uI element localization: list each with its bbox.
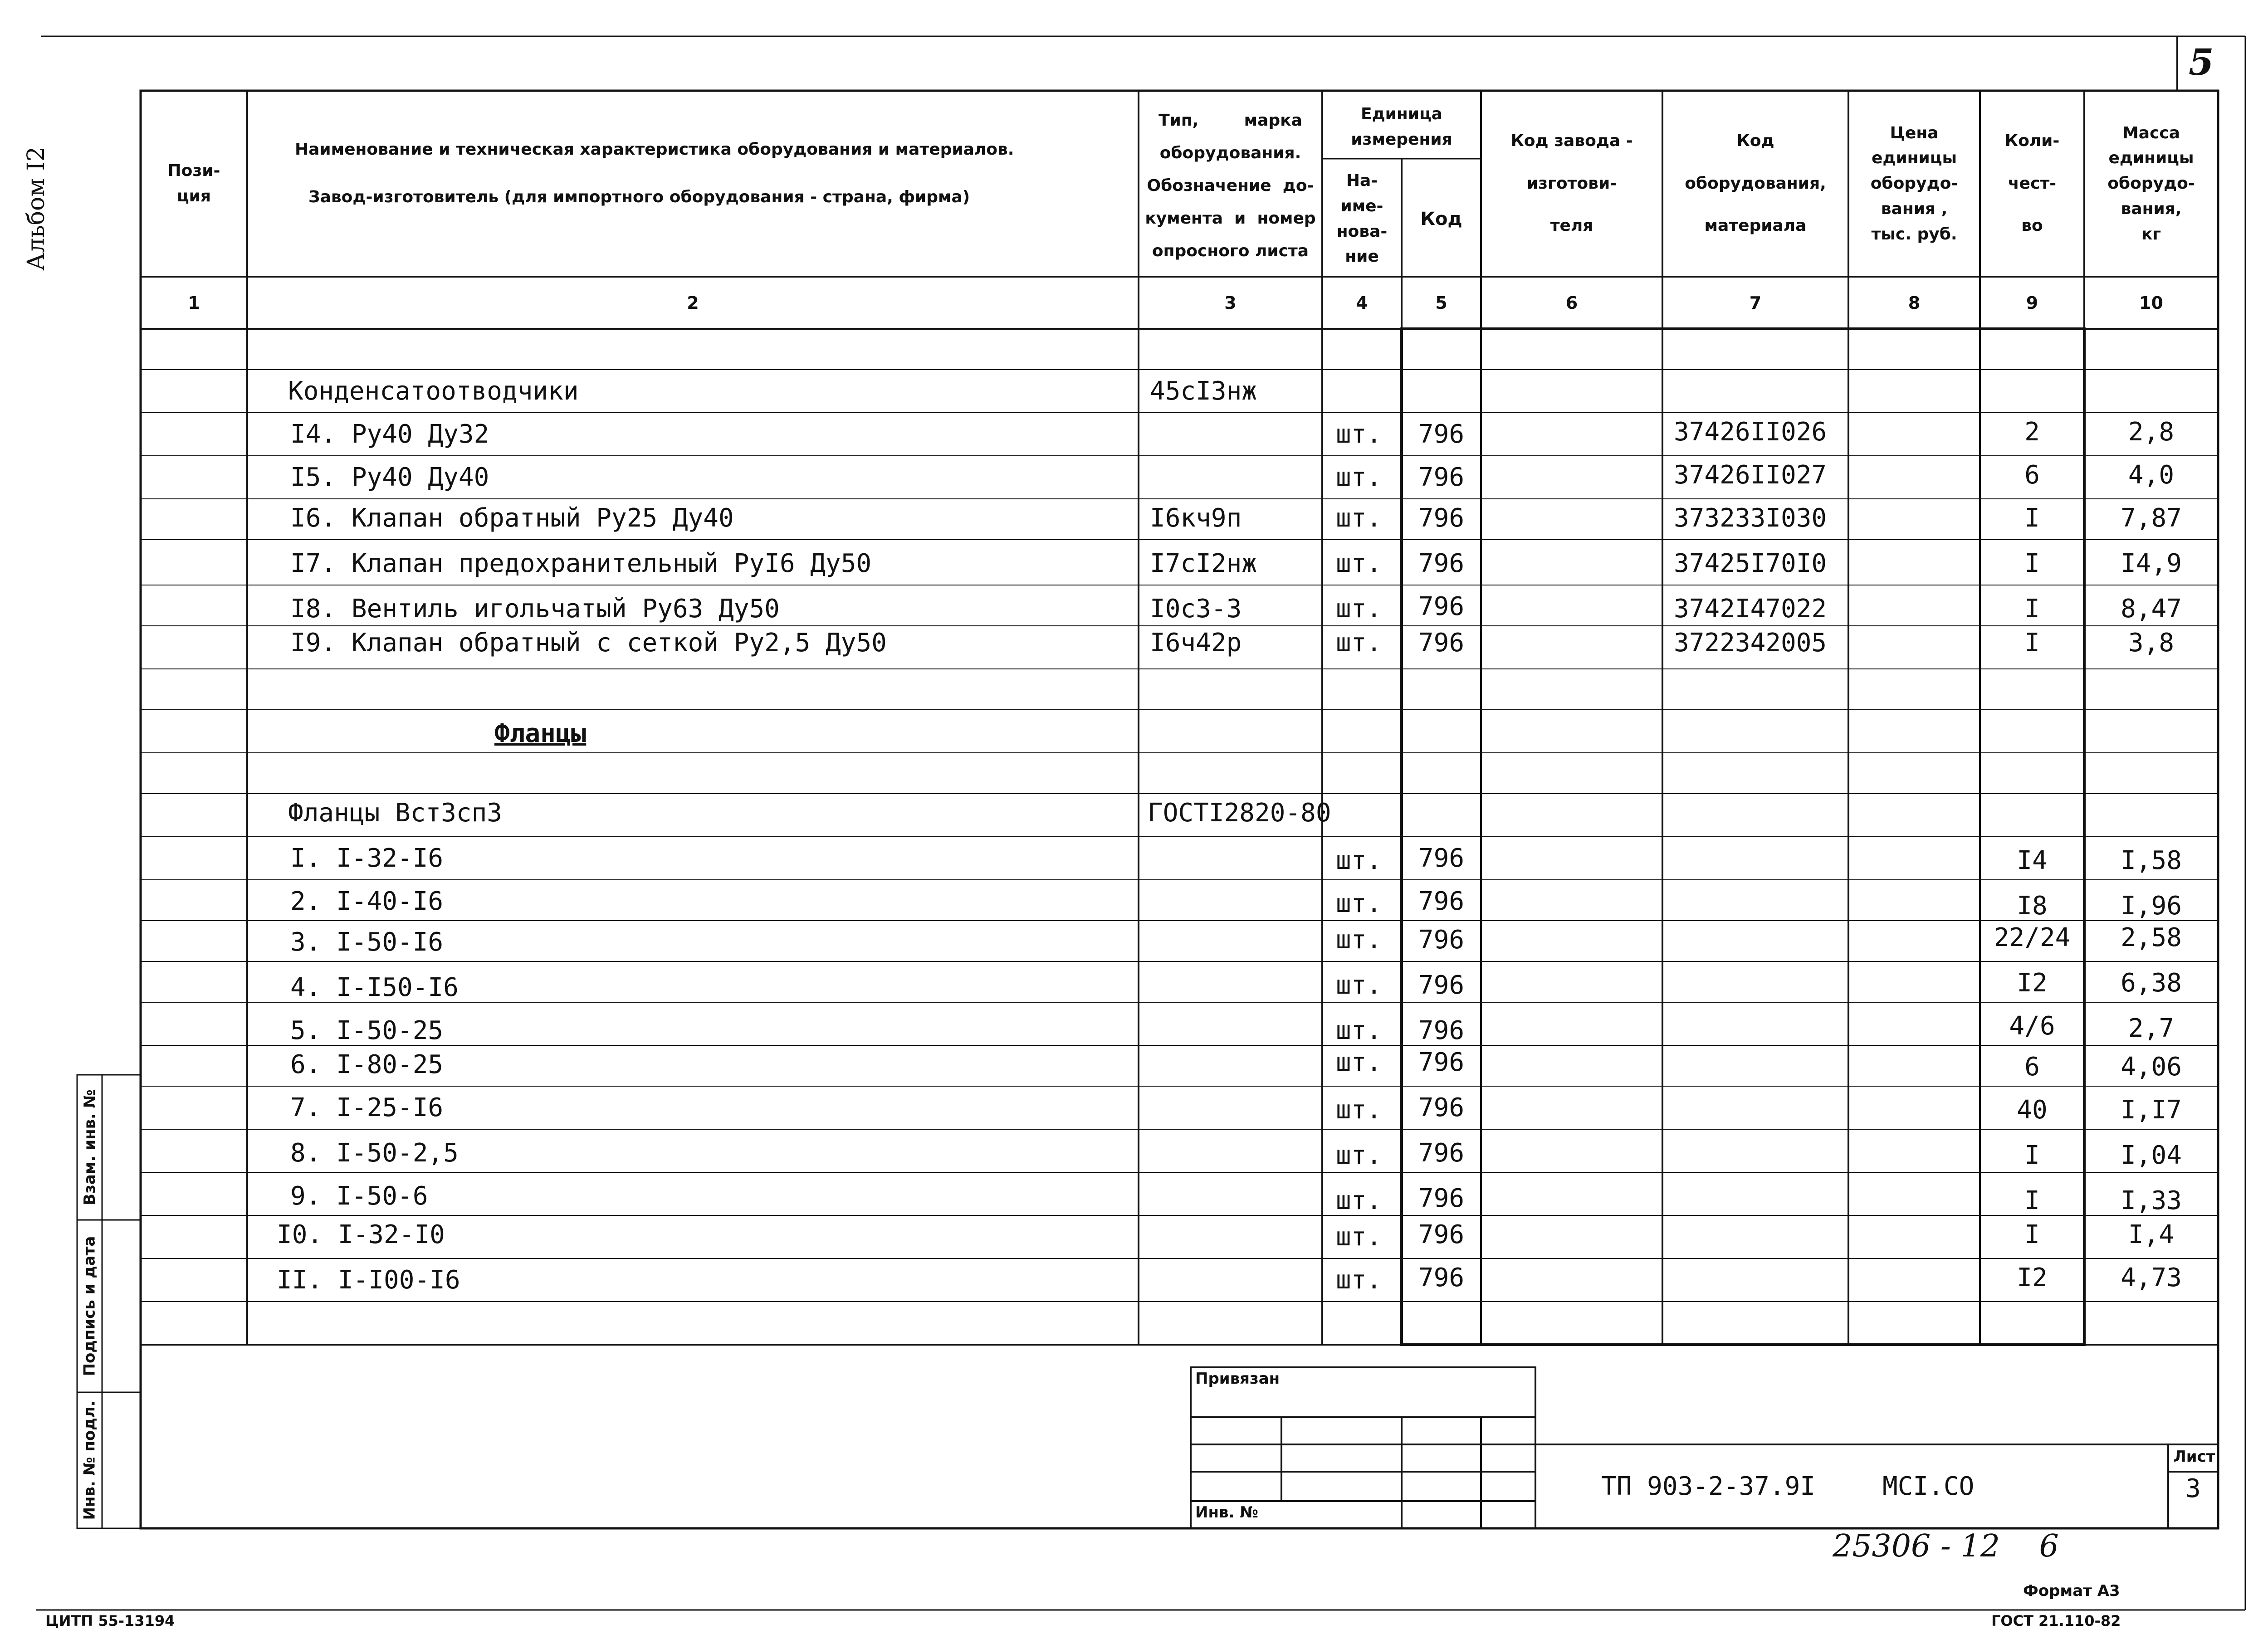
unit-cell: шт. bbox=[1336, 1265, 1382, 1295]
unit-code-cell: 796 bbox=[1418, 1048, 1465, 1077]
item-name: 2. I-40-I6 bbox=[290, 887, 444, 916]
unit-cell: шт. bbox=[1336, 889, 1382, 918]
unit-code-cell: 796 bbox=[1418, 592, 1465, 621]
item-name: 6. I-80-25 bbox=[290, 1050, 444, 1079]
bound-label: Привязан bbox=[1195, 1370, 1280, 1388]
format-label: Формат А3 bbox=[2023, 1582, 2120, 1600]
item-name: I4. Ру40 Ду32 bbox=[290, 419, 489, 449]
unit-cell: шт. bbox=[1336, 503, 1382, 533]
unit-code-cell: 796 bbox=[1418, 925, 1465, 955]
section-title: Конденсатоотводчики bbox=[288, 376, 579, 406]
item-name: I5. Ру40 Ду40 bbox=[290, 463, 489, 492]
header-unit-name: На- име- нова- ние bbox=[1336, 171, 1388, 266]
item-name: II. I-I00-I6 bbox=[277, 1265, 460, 1295]
unit-code-cell: 796 bbox=[1418, 1220, 1465, 1249]
quantity-cell: I8 bbox=[2017, 891, 2048, 921]
doc-mark: МСI.СО bbox=[1882, 1472, 1975, 1501]
mass-cell: 3,8 bbox=[2128, 628, 2175, 658]
column-number: 9 bbox=[2026, 293, 2038, 313]
unit-cell: шт. bbox=[1336, 419, 1382, 449]
quantity-cell: 6 bbox=[2024, 460, 2040, 490]
equipment-code-cell: 3742I47022 bbox=[1674, 594, 1827, 624]
footer-right-code: ГОСТ 21.110-82 bbox=[1991, 1612, 2121, 1629]
stamp-replace-inv bbox=[77, 1075, 102, 1220]
unit-cell: шт. bbox=[1336, 594, 1382, 624]
quantity-cell: 2 bbox=[2024, 417, 2040, 447]
mass-cell: I,I7 bbox=[2121, 1095, 2182, 1125]
item-name: 9. I-50-6 bbox=[290, 1181, 428, 1211]
header-equipment-code: Код оборудования, материала bbox=[1685, 132, 1826, 235]
unit-code-cell: 796 bbox=[1418, 1138, 1465, 1168]
item-name: I7. Клапан предохранительный РуI6 Ду50 bbox=[290, 549, 872, 578]
item-name: I6. Клапан обратный Ру25 Ду40 bbox=[290, 503, 734, 533]
equipment-code-cell: 37426II026 bbox=[1674, 417, 1827, 447]
unit-code-cell: 796 bbox=[1418, 1184, 1465, 1213]
item-name: 4. I-I50-I6 bbox=[290, 973, 459, 1002]
header-factory-code: Код завода - изготови- теля bbox=[1510, 132, 1633, 235]
mass-cell: 4,73 bbox=[2121, 1263, 2182, 1293]
header-quantity: Коли- чест- во bbox=[2004, 132, 2060, 235]
unit-cell: шт. bbox=[1336, 463, 1382, 492]
quantity-cell: I bbox=[2024, 503, 2040, 533]
mass-cell: I,58 bbox=[2121, 846, 2182, 875]
column-number: 3 bbox=[1224, 293, 1237, 313]
stamp-replace-inv-label: Взам. инв. № bbox=[80, 1089, 99, 1205]
type-cell: ГОСТI2820-80 bbox=[1148, 798, 1331, 828]
item-name: I. I-32-I6 bbox=[290, 844, 444, 873]
stamp-original-inv bbox=[77, 1392, 102, 1528]
unit-code-cell: 796 bbox=[1418, 1093, 1465, 1122]
handwritten-number: 25306 - 12 6 bbox=[1833, 1528, 2059, 1564]
album-label: Альбом I2 bbox=[23, 146, 50, 271]
unit-cell: шт. bbox=[1336, 1048, 1382, 1077]
quantity-cell: I2 bbox=[2017, 968, 2048, 998]
mass-cell: I,33 bbox=[2121, 1186, 2182, 1215]
column-number: 10 bbox=[2139, 293, 2163, 313]
quantity-cell: I2 bbox=[2017, 1263, 2048, 1293]
mass-cell: 2,8 bbox=[2128, 417, 2175, 447]
item-name: 7. I-25-I6 bbox=[290, 1093, 444, 1122]
mass-cell: 2,58 bbox=[2121, 923, 2182, 952]
mass-cell: I,96 bbox=[2121, 891, 2182, 921]
quantity-cell: I bbox=[2024, 549, 2040, 578]
footer-left-code: ЦИТП 55-13194 bbox=[45, 1612, 175, 1629]
sheet-number: 3 bbox=[2185, 1474, 2201, 1503]
unit-code-cell: 796 bbox=[1418, 1016, 1465, 1045]
section-title: Фланцы Вст3сп3 bbox=[288, 798, 503, 828]
item-name: 8. I-50-2,5 bbox=[290, 1138, 459, 1168]
unit-cell: шт. bbox=[1336, 1222, 1382, 1252]
unit-cell: шт. bbox=[1336, 1016, 1382, 1045]
unit-code-cell: 796 bbox=[1418, 419, 1465, 449]
equipment-code-cell: 37425I70I0 bbox=[1674, 549, 1827, 578]
unit-cell: шт. bbox=[1336, 971, 1382, 1000]
header-name-line2: Завод-изготовитель (для импортного оборудования - страна, фирма) bbox=[308, 188, 970, 207]
unit-code-cell: 796 bbox=[1418, 971, 1465, 1000]
header-price: Цена единицы оборудо- вания , тыс. руб. bbox=[1870, 123, 1958, 244]
section-title-underlined: Фланцы bbox=[494, 719, 587, 748]
header-unit: Единица измерения bbox=[1351, 105, 1452, 149]
quantity-cell: I bbox=[2024, 1186, 2040, 1215]
quantity-cell: I bbox=[2024, 594, 2040, 624]
header-mass: Масса единицы оборудо- вания, кг bbox=[2107, 123, 2195, 244]
unit-cell: шт. bbox=[1336, 1141, 1382, 1170]
header-unit-code: Код bbox=[1420, 208, 1462, 229]
type-cell: I6ч42р bbox=[1150, 628, 1242, 658]
quantity-cell: 22/24 bbox=[1994, 923, 2071, 952]
mass-cell: 7,87 bbox=[2121, 503, 2182, 533]
unit-cell: шт. bbox=[1336, 1186, 1382, 1215]
mass-cell: 4,0 bbox=[2128, 460, 2175, 490]
item-name: I8. Вентиль игольчатый Ру63 Ду50 bbox=[290, 594, 780, 624]
header-name-line1: Наименование и техническая характеристика оборудования и материалов. bbox=[295, 140, 1014, 159]
unit-code-cell: 796 bbox=[1418, 628, 1465, 658]
unit-code-cell: 796 bbox=[1418, 844, 1465, 873]
item-name: 5. I-50-25 bbox=[290, 1016, 444, 1045]
type-cell: I6кч9п bbox=[1150, 503, 1242, 533]
header-type: Тип, марка оборудования. Обозначение до- кумента и номер опросного листа bbox=[1145, 111, 1316, 260]
mass-cell: 2,7 bbox=[2128, 1014, 2175, 1043]
item-name: I0. I-32-I0 bbox=[277, 1220, 445, 1249]
sheet-label: Лист bbox=[2173, 1448, 2215, 1466]
stamp-original-inv-label: Инв. № подл. bbox=[80, 1400, 99, 1520]
quantity-cell: 6 bbox=[2024, 1052, 2040, 1082]
equipment-code-cell: 3722342005 bbox=[1674, 628, 1827, 658]
column-number: 8 bbox=[1908, 293, 1921, 313]
unit-cell: шт. bbox=[1336, 1095, 1382, 1125]
unit-cell: шт. bbox=[1336, 925, 1382, 955]
quantity-cell: I bbox=[2024, 1141, 2040, 1170]
item-name: I9. Клапан обратный с сеткой Ру2,5 Ду50 bbox=[290, 628, 887, 658]
type-cell: 45сI3нж bbox=[1150, 376, 1257, 406]
unit-code-cell: 796 bbox=[1418, 463, 1465, 492]
quantity-cell: I bbox=[2024, 1220, 2040, 1249]
mass-cell: 8,47 bbox=[2121, 594, 2182, 624]
unit-code-cell: 796 bbox=[1418, 1263, 1465, 1293]
mass-cell: 4,06 bbox=[2121, 1052, 2182, 1082]
mass-cell: 6,38 bbox=[2121, 968, 2182, 998]
unit-code-cell: 796 bbox=[1418, 887, 1465, 916]
stamp-signature-date-label: Подпись и дата bbox=[80, 1236, 99, 1376]
mass-cell: I,04 bbox=[2121, 1141, 2182, 1170]
column-number: 7 bbox=[1749, 293, 1762, 313]
mass-cell: I4,9 bbox=[2121, 549, 2182, 578]
unit-cell: шт. bbox=[1336, 846, 1382, 875]
stamp-signature-date bbox=[77, 1220, 102, 1392]
type-cell: I0с3-3 bbox=[1150, 594, 1242, 624]
column-number: 2 bbox=[687, 293, 699, 313]
equipment-code-cell: 373233I030 bbox=[1674, 503, 1827, 533]
quantity-cell: I bbox=[2024, 628, 2040, 658]
unit-cell: шт. bbox=[1336, 549, 1382, 578]
unit-code-cell: 796 bbox=[1418, 549, 1465, 578]
header-position: Пози- ция bbox=[167, 161, 220, 205]
column-number: 6 bbox=[1565, 293, 1578, 313]
unit-cell: шт. bbox=[1336, 628, 1382, 658]
inv-label: Инв. № bbox=[1195, 1503, 1259, 1522]
item-name: 3. I-50-I6 bbox=[290, 927, 444, 957]
column-number: 1 bbox=[188, 293, 200, 313]
quantity-cell: I4 bbox=[2017, 846, 2048, 875]
doc-code: ТП 903-2-37.9I bbox=[1601, 1472, 1816, 1501]
equipment-code-cell: 37426II027 bbox=[1674, 460, 1827, 490]
column-number: 4 bbox=[1356, 293, 1368, 313]
mass-cell: I,4 bbox=[2128, 1220, 2175, 1249]
quantity-cell: 4/6 bbox=[2009, 1011, 2055, 1041]
column-number: 5 bbox=[1435, 293, 1447, 313]
unit-code-cell: 796 bbox=[1418, 503, 1465, 533]
sheet-corner-number: 5 bbox=[2189, 41, 2214, 83]
quantity-cell: 40 bbox=[2017, 1095, 2048, 1125]
type-cell: I7сI2нж bbox=[1150, 549, 1257, 578]
